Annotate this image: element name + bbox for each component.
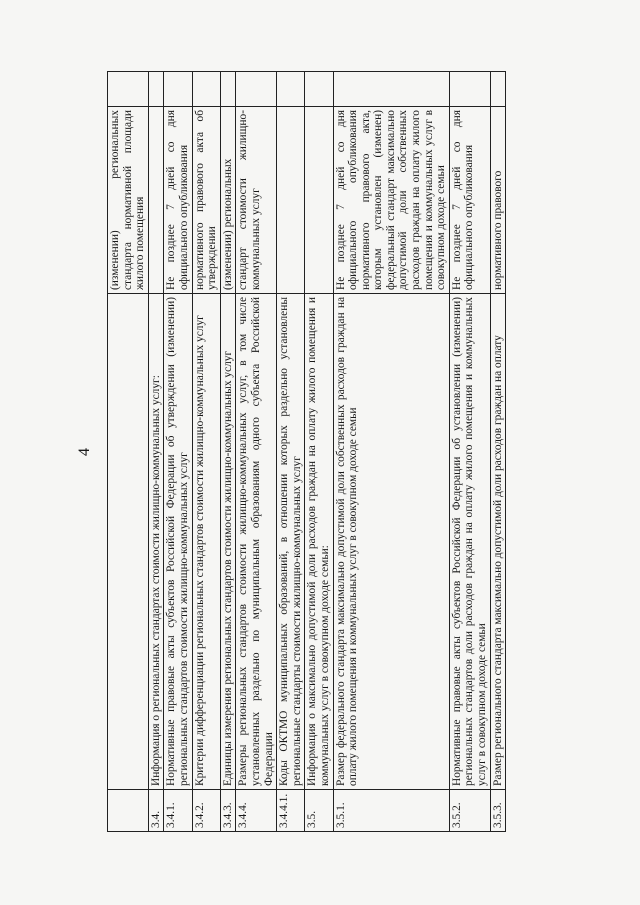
row-number-cell: 3.4.3. (220, 790, 236, 832)
row-number-cell: 3.5. (305, 790, 333, 832)
table-row (277, 72, 305, 832)
deadline-cell: Не позднее 7 дней со дня официального опубликования нормативного правового акта, которым установлен (изменен) федеральный стандарт максимально допустимой доли собственных расходов граждан на оплату жилого помещения и коммунальных услуг в совокупном доходе семьи (333, 107, 449, 294)
description-cell: Информация о региональных стандартах стоимости жилищно-коммунальных услуг: (148, 294, 164, 790)
description-cell: Коды ОКТМО муниципальных образований, в отношении которых раздельно установлены региональные стандарты стоимости жилищно-коммунальных услуг (277, 294, 305, 790)
extra-cell (108, 72, 149, 107)
row-number-cell: 3.4.4.1. (277, 790, 305, 832)
description-cell: Единицы измерения региональных стандартов стоимости жилищно-коммунальных услуг (220, 294, 236, 790)
table-row (305, 72, 333, 832)
page-number: 4 (76, 448, 93, 456)
table-row (490, 72, 506, 832)
extra-cell (148, 72, 164, 107)
table-row (108, 72, 149, 832)
deadline-cell: (изменении) региональных (220, 107, 236, 294)
table-row (220, 72, 236, 832)
table-body (108, 72, 506, 832)
extra-cell (449, 72, 490, 107)
rotated-content (65, 52, 575, 852)
extra-cell (305, 72, 333, 107)
extra-cell (333, 72, 449, 107)
description-cell: Нормативные правовые акты субъектов Российской Федерации об установлении (изменении) региональных стандартов доли расходов граждан на оплату жилого помещения и коммунальных услуг в совокупном доходе семьи (449, 294, 490, 790)
deadline-cell: (изменении) региональных стандарта нормативной площади жилого помещения (108, 107, 149, 294)
extra-cell (164, 72, 192, 107)
description-cell: Размер федерального стандарта максимально допустимой доли собственных расходов граждан на оплату жилого помещения и коммунальных услуг в совокупном доходе семьи (333, 294, 449, 790)
extra-cell (236, 72, 277, 107)
extra-cell (277, 72, 305, 107)
table-row (148, 72, 164, 832)
table-row (333, 72, 449, 832)
table-row (449, 72, 490, 832)
table-row (236, 72, 277, 832)
row-number-cell (108, 790, 149, 832)
table-row (192, 72, 220, 832)
deadline-cell: нормативного правового (490, 107, 506, 294)
table-row (164, 72, 192, 832)
deadline-cell: Не позднее 7 дней со дня официального опубликования (164, 107, 192, 294)
requirements-table (107, 71, 506, 832)
deadline-cell: Не позднее 7 дней со дня официального опубликования (449, 107, 490, 294)
extra-cell (490, 72, 506, 107)
extra-cell (220, 72, 236, 107)
deadline-cell: нормативного правового акта об утверждении (192, 107, 220, 294)
row-number-cell: 3.4.2. (192, 790, 220, 832)
description-cell (108, 294, 149, 790)
description-cell: Критерии дифференциации региональных стандартов стоимости жилищно-коммунальных услуг (192, 294, 220, 790)
deadline-cell (277, 107, 305, 294)
extra-cell (192, 72, 220, 107)
description-cell: Информация о максимально допустимой доли расходов граждан на оплату жилого помещения и коммунальных услуг в совокупном доходе семьи: (305, 294, 333, 790)
row-number-cell: 3.5.1. (333, 790, 449, 832)
row-number-cell: 3.4.4. (236, 790, 277, 832)
deadline-cell (305, 107, 333, 294)
row-number-cell: 3.4. (148, 790, 164, 832)
deadline-cell: стандарт стоимости жилищно-коммунальных услуг (236, 107, 277, 294)
description-cell: Размеры региональных стандартов стоимости жилищно-коммунальных услуг, в том числе установленных раздельно по муниципальным образованиям одного субъекта Российской Федерации (236, 294, 277, 790)
description-cell: Размер регионального стандарта максимально допустимой доли расходов граждан на оплату (490, 294, 506, 790)
row-number-cell: 3.4.1. (164, 790, 192, 832)
description-cell: Нормативные правовые акты субъектов Российской Федерации об утверждении (изменении) региональных стандартов стоимости жилищно-коммунальных услуг (164, 294, 192, 790)
deadline-cell (148, 107, 164, 294)
row-number-cell: 3.5.3. (490, 790, 506, 832)
row-number-cell: 3.5.2. (449, 790, 490, 832)
